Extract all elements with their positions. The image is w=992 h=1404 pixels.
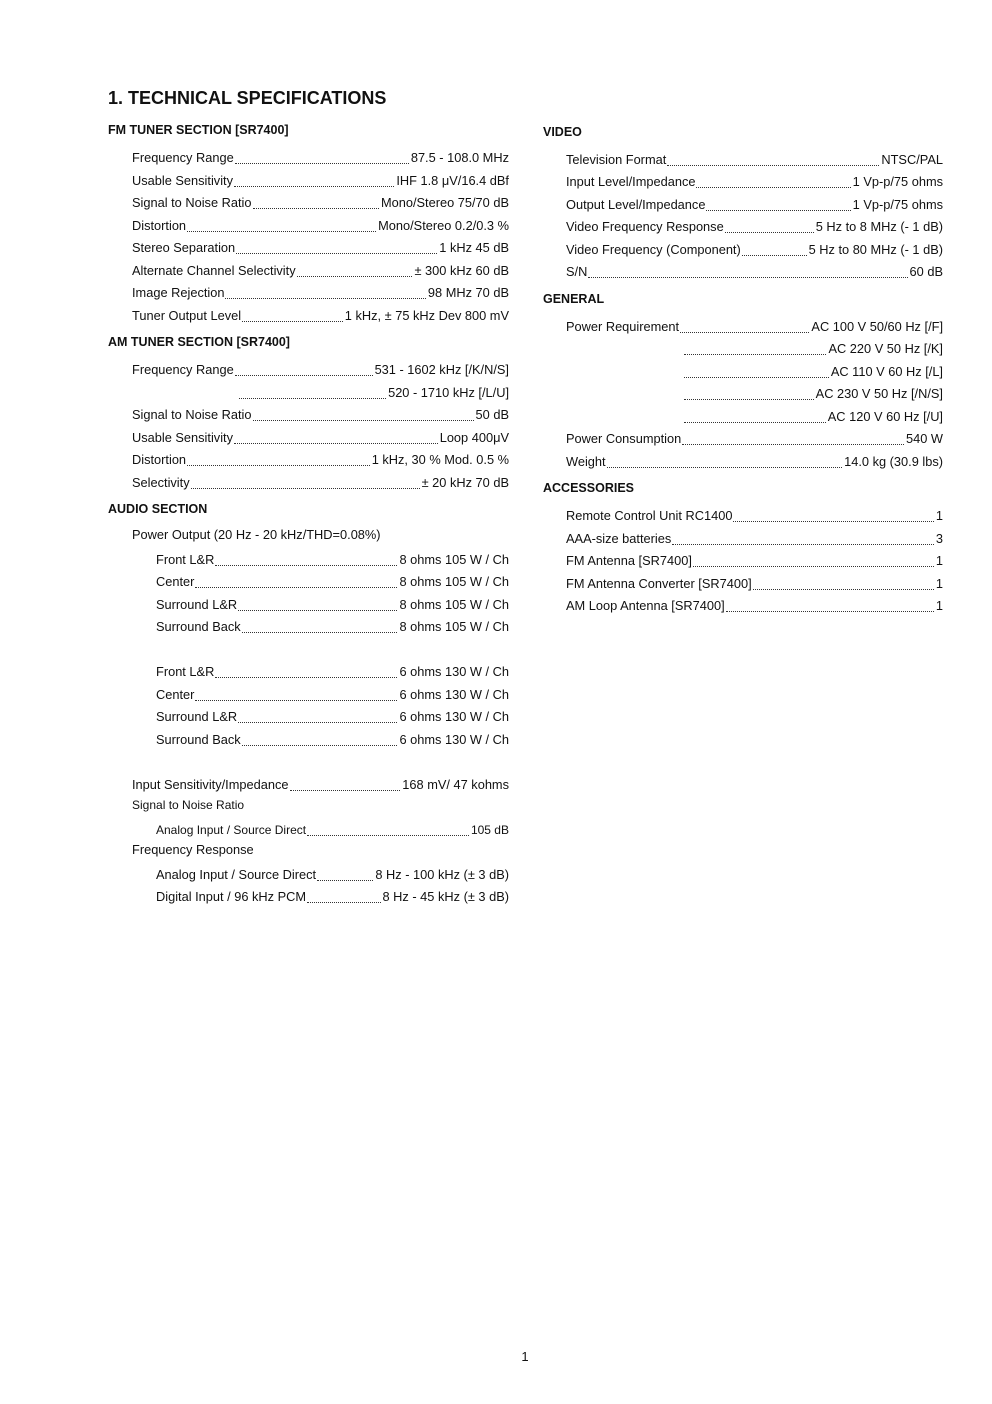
snr-label: Signal to Noise Ratio xyxy=(132,798,245,812)
spec-row xyxy=(566,506,943,524)
spec-row xyxy=(132,193,509,211)
spec-row xyxy=(156,572,509,590)
spec-value: IHF 1.8 μV/16.4 dBf xyxy=(396,173,509,188)
spec-row xyxy=(132,171,509,189)
spec-label: Stereo Separation xyxy=(132,240,236,255)
spec-row xyxy=(566,262,943,280)
spec-row xyxy=(132,306,509,324)
spec-row xyxy=(132,261,509,279)
spec-value: 6 ohms 130 W / Ch xyxy=(399,687,509,702)
spec-value: 6 ohms 130 W / Ch xyxy=(399,664,509,679)
spec-label: Alternate Channel Selectivity xyxy=(132,263,296,278)
spec-value: 3 xyxy=(935,531,943,546)
spec-label: AM Loop Antenna [SR7400] xyxy=(566,598,725,613)
spec-value: Mono/Stereo 0.2/0.3 % xyxy=(378,218,509,233)
spec-row xyxy=(566,574,943,592)
spec-row xyxy=(683,362,943,380)
spec-row xyxy=(132,148,509,166)
spec-row xyxy=(566,172,943,190)
spec-value: AC 230 V 50 Hz [/N/S] xyxy=(815,386,943,401)
spec-label: Surround L&R xyxy=(156,597,238,612)
spec-value: 60 dB xyxy=(909,264,943,279)
spec-label: Center xyxy=(156,687,195,702)
spec-label: Usable Sensitivity xyxy=(132,430,233,445)
spec-row xyxy=(566,529,943,547)
spec-row xyxy=(156,887,509,905)
spec-label: Front L&R xyxy=(156,552,215,567)
spec-value: NTSC/PAL xyxy=(881,152,943,167)
spec-value: AC 100 V 50/60 Hz [/F] xyxy=(811,319,943,334)
spec-value: 531 - 1602 kHz [/K/N/S] xyxy=(374,362,509,377)
fm-tuner-heading: FM TUNER SECTION [SR7400] xyxy=(108,123,289,137)
spec-label: Selectivity xyxy=(132,475,190,490)
spec-value: 6 ohms 130 W / Ch xyxy=(399,732,509,747)
spec-label: Weight xyxy=(566,454,606,469)
spec-value: 8 Hz - 45 kHz (± 3 dB) xyxy=(382,889,509,904)
spec-row xyxy=(566,596,943,614)
spec-value: 8 ohms 105 W / Ch xyxy=(399,574,509,589)
spec-label: Input Sensitivity/Impedance xyxy=(132,777,289,792)
spec-row xyxy=(566,317,943,335)
spec-value: 1 Vp-p/75 ohms xyxy=(852,197,943,212)
spec-value: 98 MHz 70 dB xyxy=(427,285,509,300)
spec-row xyxy=(156,595,509,613)
audio-heading: AUDIO SECTION xyxy=(108,502,208,516)
spec-label: Digital Input / 96 kHz PCM xyxy=(156,889,307,904)
spec-value: 87.5 - 108.0 MHz xyxy=(410,150,509,165)
spec-value: Mono/Stereo 75/70 dB xyxy=(380,195,509,210)
spec-row xyxy=(132,473,509,491)
spec-row xyxy=(156,662,509,680)
spec-value: 8 ohms 105 W / Ch xyxy=(399,619,509,634)
page-title: 1. TECHNICAL SPECIFICATIONS xyxy=(108,88,387,108)
spec-label: Signal to Noise Ratio xyxy=(132,407,252,422)
spec-row xyxy=(566,240,943,258)
freq-response-label: Frequency Response xyxy=(132,842,254,857)
snr-row xyxy=(156,820,509,838)
spec-row xyxy=(156,685,509,703)
spec-value: 168 mV/ 47 kohms xyxy=(402,777,509,792)
spec-row xyxy=(132,238,509,256)
spec-value: 5 Hz to 8 MHz (- 1 dB) xyxy=(815,219,943,234)
spec-label: Output Level/Impedance xyxy=(566,197,706,212)
spec-row xyxy=(156,707,509,725)
spec-value: 1 kHz, 30 % Mod. 0.5 % xyxy=(371,452,509,467)
spec-row xyxy=(156,617,509,635)
spec-row xyxy=(238,383,509,401)
spec-value: 1 kHz, ± 75 kHz Dev 800 mV xyxy=(344,308,509,323)
spec-label: Image Rejection xyxy=(132,285,225,300)
spec-label: Television Format xyxy=(566,152,667,167)
spec-label: FM Antenna [SR7400] xyxy=(566,553,692,568)
spec-label: FM Antenna Converter [SR7400] xyxy=(566,576,752,591)
spec-row xyxy=(566,452,943,470)
spec-label: Input Level/Impedance xyxy=(566,174,696,189)
page-number: 1 xyxy=(521,1349,529,1364)
spec-value: 8 ohms 105 W / Ch xyxy=(399,597,509,612)
spec-row xyxy=(566,551,943,569)
spec-label: AAA-size batteries xyxy=(566,531,672,546)
spec-row xyxy=(156,865,509,883)
spec-label: Power Consumption xyxy=(566,431,682,446)
spec-row xyxy=(683,384,943,402)
spec-label: Usable Sensitivity xyxy=(132,173,233,188)
spec-label: Video Frequency Response xyxy=(566,219,724,234)
accessories-heading: ACCESSORIES xyxy=(543,481,634,495)
spec-value: 5 Hz to 80 MHz (- 1 dB) xyxy=(808,242,943,257)
input-sensitivity-row xyxy=(132,775,509,793)
spec-value: 6 ohms 130 W / Ch xyxy=(399,709,509,724)
spec-row xyxy=(132,428,509,446)
spec-value: ± 300 kHz 60 dB xyxy=(414,263,509,278)
spec-row xyxy=(566,429,943,447)
spec-row xyxy=(566,217,943,235)
spec-row xyxy=(132,216,509,234)
spec-row xyxy=(566,195,943,213)
spec-label: Video Frequency (Component) xyxy=(566,242,741,257)
spec-value: 1 xyxy=(935,598,943,613)
spec-value: 1 xyxy=(935,576,943,591)
spec-label: Tuner Output Level xyxy=(132,308,242,323)
spec-value: 1 xyxy=(935,508,943,523)
spec-label: Power Requirement xyxy=(566,319,680,334)
spec-value: 8 ohms 105 W / Ch xyxy=(399,552,509,567)
spec-row xyxy=(156,550,509,568)
spec-label: Distortion xyxy=(132,218,187,233)
spec-value: 8 Hz - 100 kHz (± 3 dB) xyxy=(375,867,509,882)
power-output-label: Power Output (20 Hz - 20 kHz/THD=0.08%) xyxy=(132,527,381,542)
spec-row xyxy=(683,407,943,425)
spec-label: Analog Input / Source Direct xyxy=(156,867,317,882)
spec-value: 1 xyxy=(935,553,943,568)
am-tuner-heading: AM TUNER SECTION [SR7400] xyxy=(108,335,290,349)
video-heading: VIDEO xyxy=(543,125,582,139)
spec-label: Remote Control Unit RC1400 xyxy=(566,508,733,523)
spec-label: Frequency Range xyxy=(132,150,234,165)
spec-value: 1 kHz 45 dB xyxy=(439,240,509,255)
spec-value: 105 dB xyxy=(470,823,509,837)
spec-label: S/N xyxy=(566,264,588,279)
spec-row xyxy=(132,450,509,468)
spec-row xyxy=(132,283,509,301)
spec-row xyxy=(566,150,943,168)
spec-label: Surround Back xyxy=(156,732,241,747)
spec-label: Surround L&R xyxy=(156,709,238,724)
spec-label: Frequency Range xyxy=(132,362,234,377)
spec-value: AC 120 V 60 Hz [/U] xyxy=(827,409,943,424)
spec-value: ± 20 kHz 70 dB xyxy=(421,475,509,490)
spec-label: Front L&R xyxy=(156,664,215,679)
spec-value: 540 W xyxy=(906,431,943,446)
spec-value: Loop 400μV xyxy=(439,430,509,445)
spec-label: Distortion xyxy=(132,452,187,467)
spec-label: Signal to Noise Ratio xyxy=(132,195,252,210)
spec-value: AC 220 V 50 Hz [/K] xyxy=(828,341,943,356)
spec-value: 14.0 kg (30.9 lbs) xyxy=(844,454,943,469)
spec-row xyxy=(683,339,943,357)
spec-value: AC 110 V 60 Hz [/L] xyxy=(830,364,943,379)
spec-value: 1 Vp-p/75 ohms xyxy=(852,174,943,189)
spec-value: 520 - 1710 kHz [/L/U] xyxy=(388,385,509,400)
general-heading: GENERAL xyxy=(543,292,605,306)
spec-row xyxy=(156,730,509,748)
spec-label: Surround Back xyxy=(156,619,241,634)
spec-row xyxy=(132,405,509,423)
spec-label: Analog Input / Source Direct xyxy=(156,823,307,837)
spec-value: 50 dB xyxy=(475,407,509,422)
spec-row xyxy=(132,360,509,378)
spec-label: Center xyxy=(156,574,195,589)
